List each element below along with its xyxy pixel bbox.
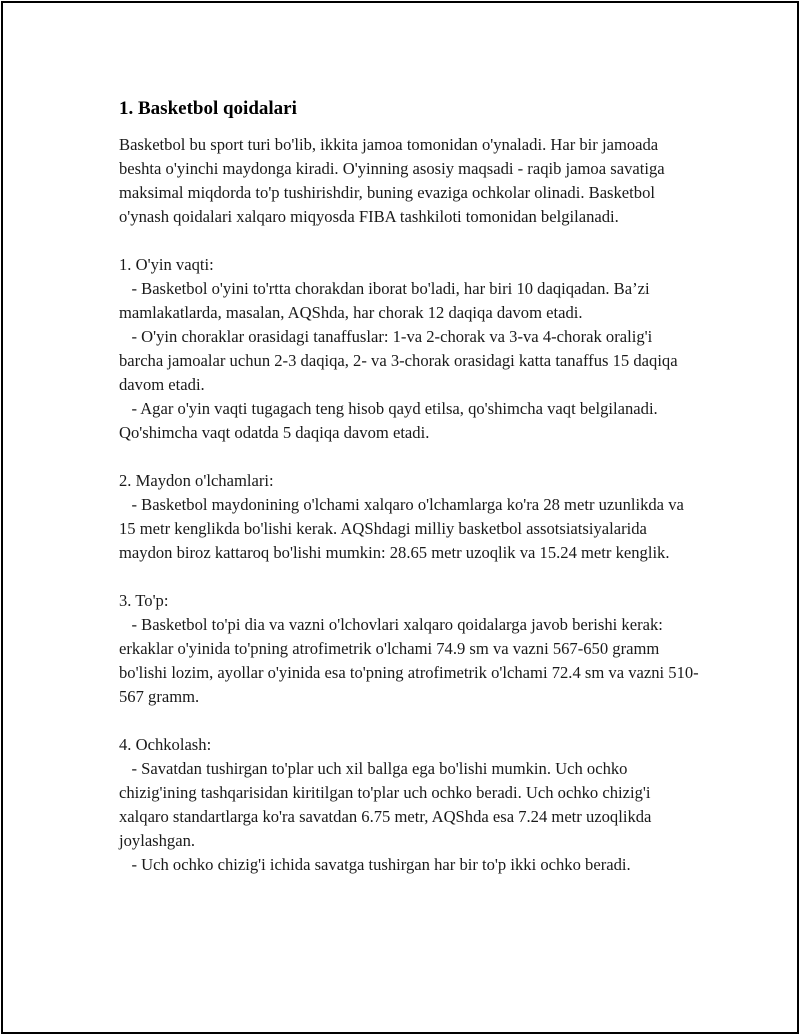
section-ball [119,589,699,709]
section-heading: 1. O'yin vaqti: [119,255,214,274]
document-page [1,1,799,1034]
section-scoring [119,733,699,877]
list-item: - Basketbol o'yini to'rtta chorakdan iborat bo'ladi, har biri 10 daqiqadan. Ba’zi mamlakatlarda, masalan, AQShda, har chorak 12 daqiqa davom etadi. [119,279,650,322]
section-heading: 4. Ochkolash: [119,735,212,754]
section-court-dimensions [119,469,699,565]
section-game-time [119,253,699,445]
list-item: - Agar o'yin vaqti tugagach teng hisob qayd etilsa, qo'shimcha vaqt belgilanadi. Qo'shimcha vaqt odatda 5 daqiqa davom etadi. [119,399,658,442]
section-heading: 2. Maydon o'lchamlari: [119,471,274,490]
list-item: - O'yin choraklar orasidagi tanaffuslar: 1-va 2-chorak va 3-va 4-chorak oralig'i barcha jamoalar uchun 2-3 daqiqa, 2- va 3-chorak orasidagi katta tanaffus 15 daqiqa davom etadi. [119,327,678,394]
document-body [119,97,699,877]
list-item: - Uch ochko chizig'i ichida savatga tushirgan har bir to'p ikki ochko beradi. [119,855,631,874]
section-heading: 3. To'p: [119,591,169,610]
list-item: - Basketbol maydonining o'lchami xalqaro o'lchamlarga ko'ra 28 metr uzunlikda va 15 metr kenglikda bo'lishi kerak. AQShdagi milliy basketbol assotsiatsiyalarida maydon biroz kattaroq bo'lishi mumkin: 28.65 metr uzoqlik va 15.24 metr kenglik. [119,495,684,562]
list-item: - Basketbol to'pi dia va vazni o'lchovlari xalqaro qoidalarga javob berishi kerak: erkaklar o'yinida to'pning atrofimetrik o'lchami 74.9 sm va vazni 567-650 gramm bo'lishi lozim, ayollar o'yinida esa to'pning atrofimetrik o'lchami 72.4 sm va vazni 510-567 gramm. [119,615,699,706]
document-title: 1. Basketbol qoidalari [119,98,297,119]
intro-paragraph: Basketbol bu sport turi bo'lib, ikkita jamoa tomonidan o'ynaladi. Har bir jamoada beshta o'yinchi maydonga kiradi. O'yinning asosiy maqsadi - raqib jamoa savatiga maksimal miqdorda to'p tushirishdir, buning evaziga ochkolar olinadi. Basketbol o'ynash qoidalari xalqaro miqyosda FIBA tashkiloti tomonidan belgilanadi. [119,135,665,226]
list-item: - Savatdan tushirgan to'plar uch xil ballga ega bo'lishi mumkin. Uch ochko chizig'ining tashqarisidan kiritilgan to'plar uch ochko beradi. Uch ochko chizig'i xalqaro standartlarga ko'ra savatdan 6.75 metr, AQShda esa 7.24 metr uzoqlikda joylashgan. [119,759,652,850]
